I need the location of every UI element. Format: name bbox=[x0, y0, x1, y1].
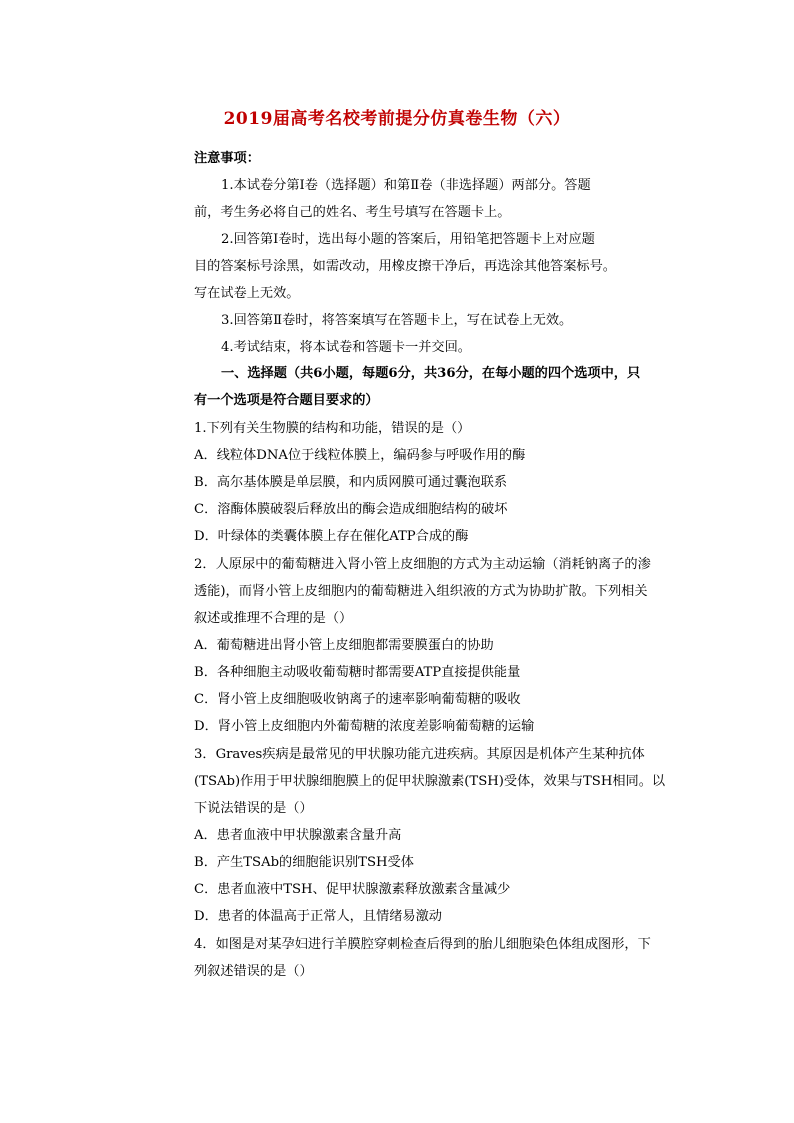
notice-3-line-1: 3.回答第Ⅱ卷时，将答案填写在答题卡上，写在试卷上无效。 bbox=[221, 313, 573, 328]
question-2-stem-line-2: 透能)，而肾小管上皮细胞内的葡萄糖进入组织液的方式为协助扩散。下列相关 bbox=[194, 584, 648, 599]
question-4-stem-line-1: 4．如图是对某孕妇进行羊膜腔穿刺检查后得到的胎儿细胞染色体组成图形，下 bbox=[194, 937, 651, 952]
question-3-stem-line-1: 3．Graves疾病是最常见的甲状腺功能亢进疾病。其原因是机体产生某种抗体 bbox=[194, 747, 645, 762]
question-1-stem: 1.下列有关生物膜的结构和功能，错误的是（） bbox=[194, 421, 471, 436]
notice-4-line-1: 4.考试结束，将本试卷和答题卡一并交回。 bbox=[221, 340, 471, 355]
question-3-stem-line-2: (TSAb)作用于甲状腺细胞膜上的促甲状腺激素(TSH)受体，效果与TSH相同。以 bbox=[194, 774, 666, 789]
question-3-stem-line-3: 下说法错误的是（） bbox=[194, 801, 313, 816]
question-2-option-d: D．肾小管上皮细胞内外葡萄糖的浓度差影响葡萄糖的运输 bbox=[194, 719, 535, 734]
question-1-option-b: B．高尔基体膜是单层膜，和内质网膜可通过囊泡联系 bbox=[194, 475, 508, 490]
notice-heading: 注意事项： bbox=[194, 151, 260, 166]
question-2-option-c: C．肾小管上皮细胞吸收钠离子的速率影响葡萄糖的吸收 bbox=[194, 692, 521, 707]
notice-2-line-3: 写在试卷上无效。 bbox=[194, 286, 300, 301]
question-2-option-a: A．葡萄糖进出肾小管上皮细胞都需要膜蛋白的协助 bbox=[194, 638, 494, 653]
question-1-option-d: D．叶绿体的类囊体膜上存在催化ATP合成的酶 bbox=[194, 529, 469, 544]
question-2-stem-line-3: 叙述或推理不合理的是（） bbox=[194, 611, 353, 626]
question-2-option-b: B．各种细胞主动吸收葡萄糖时都需要ATP直接提供能量 bbox=[194, 665, 521, 680]
notice-1-line-2: 前，考生务必将自己的姓名、考生号填写在答题卡上。 bbox=[194, 205, 511, 220]
notice-1-line-1: 1.本试卷分第Ⅰ卷（选择题）和第Ⅱ卷（非选择题）两部分。答题 bbox=[221, 178, 591, 193]
question-1-option-c: C．溶酶体膜破裂后释放出的酶会造成细胞结构的破坏 bbox=[194, 502, 508, 517]
document-title: 2019届高考名校考前提分仿真卷生物（六） bbox=[223, 109, 571, 129]
question-3-option-d: D．患者的体温高于正常人，且情绪易激动 bbox=[194, 909, 442, 924]
notice-2-line-2: 目的答案标号涂黑，如需改动，用橡皮擦干净后，再选涂其他答案标号。 bbox=[194, 259, 616, 274]
question-3-option-b: B．产生TSAb的细胞能识别TSH受体 bbox=[194, 855, 414, 870]
question-2-stem-line-1: 2．人原尿中的葡萄糖进入肾小管上皮细胞的方式为主动运输（消耗钠离子的渗 bbox=[194, 557, 651, 572]
section-heading-line-2: 有一个选项是符合题目要求的） bbox=[194, 393, 379, 408]
notice-2-line-1: 2.回答第Ⅰ卷时，选出每小题的答案后，用铅笔把答题卡上对应题 bbox=[221, 232, 595, 247]
question-3-option-a: A．患者血液中甲状腺激素含量升高 bbox=[194, 828, 402, 843]
question-1-option-a: A．线粒体DNA位于线粒体膜上，编码参与呼吸作用的酶 bbox=[194, 448, 526, 463]
question-4-stem-line-2: 列叙述错误的是（） bbox=[194, 964, 313, 979]
section-heading-line-1: 一、选择题（共6小题，每题6分，共36分，在每小题的四个选项中，只 bbox=[221, 366, 641, 381]
question-3-option-c: C．患者血液中TSH、促甲状腺激素释放激素含量减少 bbox=[194, 882, 511, 897]
